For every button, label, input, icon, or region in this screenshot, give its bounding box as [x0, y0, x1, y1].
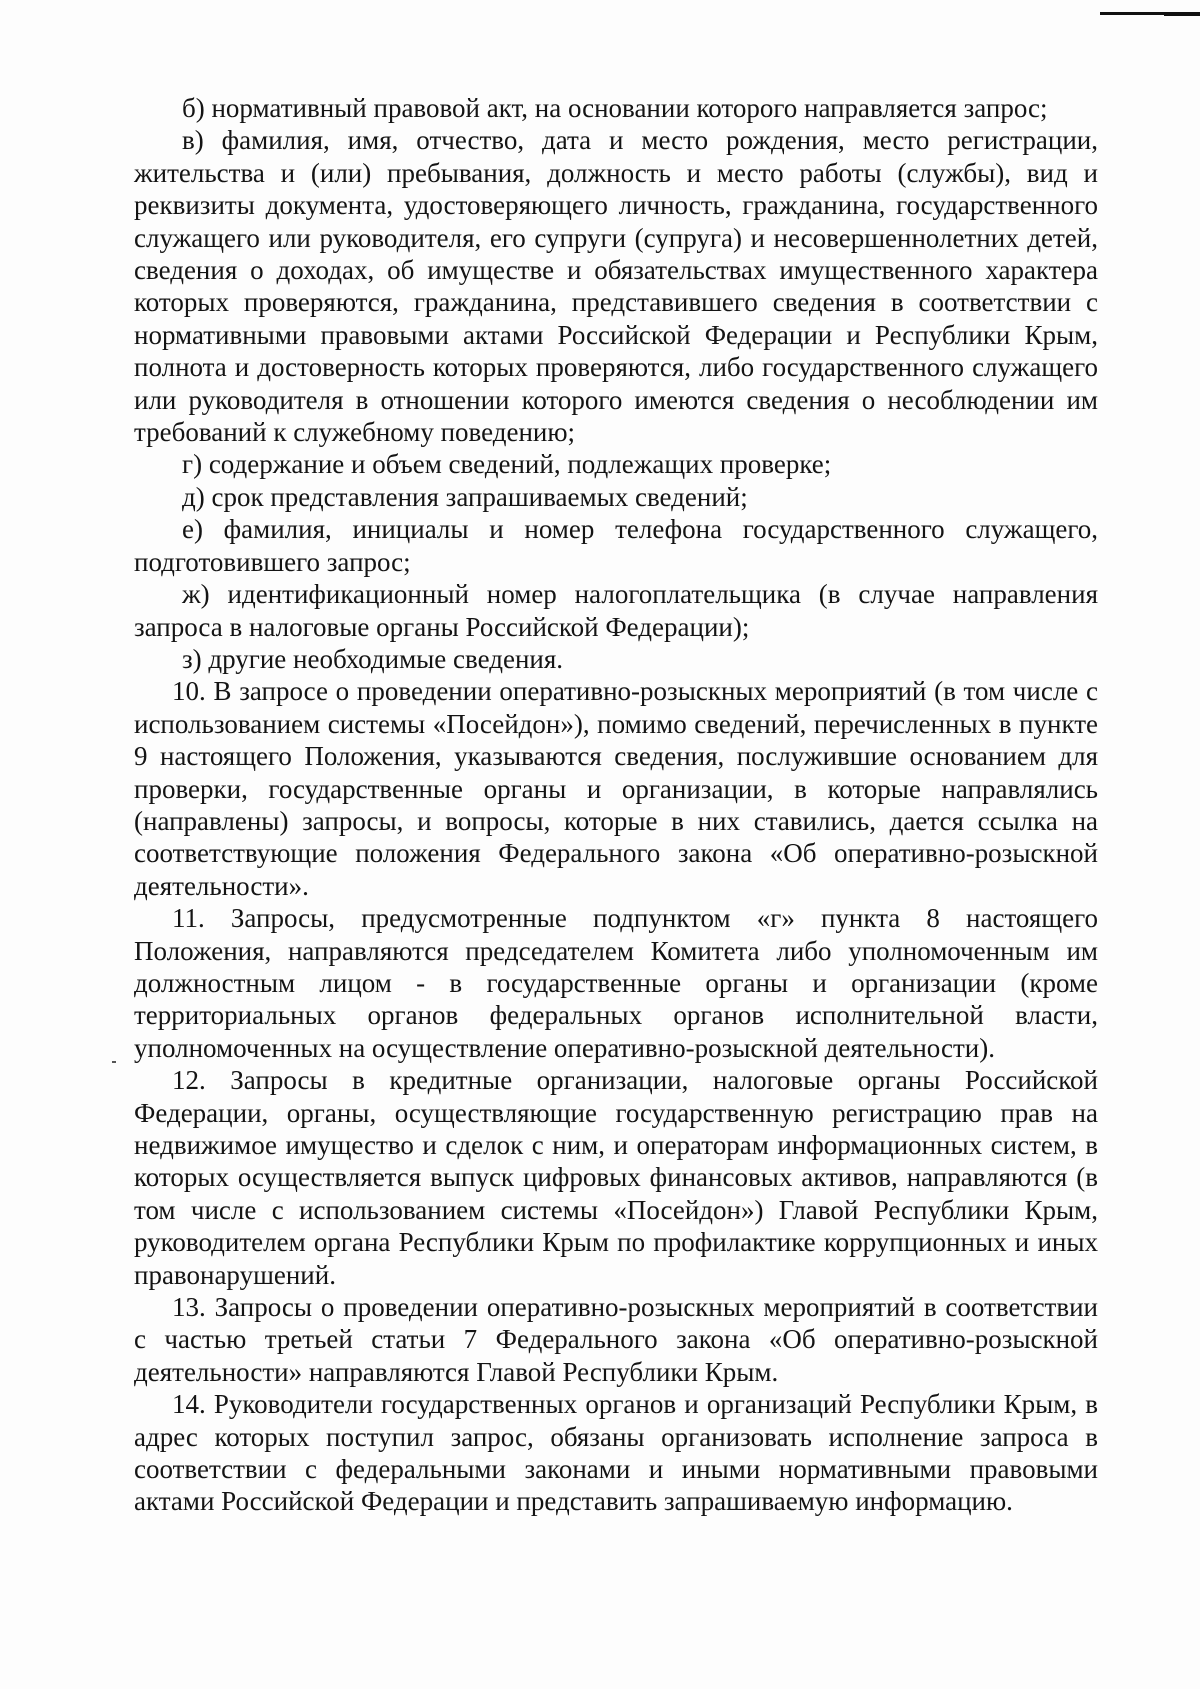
paragraph-g: г) содержание и объем сведений, подлежащих проверке; [182, 449, 832, 480]
paragraph-z: з) другие необходимые сведения. [182, 643, 564, 674]
paragraph-e: е) фамилия, инициалы и номер телефона государственного служащего, подготовившего запрос; [134, 514, 1098, 577]
paragraph-d: д) срок представления запрашиваемых сведений; [182, 481, 748, 512]
paragraph-12: 12. Запросы в кредитные организации, налоговые органы Российской Федерации, органы, осуществляющие государственную регистрацию прав на недвижимое имущество и сделок с ним, и операторам информационных систем, в которых осуществляется выпуск цифровых финансовых активов, направляются (в том числе с использованием системы «Посейдон») Главой Республики Крым, руководителем органа Республики Крым по профилактике коррупционных и иных правонарушений. [134, 1065, 1098, 1290]
paragraph-v: в) фамилия, имя, отчество, дата и место рождения, место регистрации, жительства и (или) пребывания, должность и место работы (службы), вид и реквизиты документа, удостоверяющего личность, гражданина, государственного служащего или руководителя, его супруги (супруга) и несовершеннолетних детей, сведения о доходах, об имуществе и обязательствах имущественного характера которых проверяются, гражданина, представившего сведения в соответствии с нормативными правовыми актами Российской Федерации и Республики Крым, полнота и достоверность которых проверяются, либо государственного служащего или руководителя в отношении которого имеются сведения о несоблюдении им требований к служебному поведению; [134, 125, 1098, 448]
paragraph-b: б) нормативный правовой акт, на основании которого направляется запрос; [182, 93, 1048, 123]
paragraph-14: 14. Руководители государственных органов и организаций Республики Крым, в адрес которых поступил запрос, обязаны организовать исполнение запроса в соответствии с федеральными законами и иными нормативными правовыми актами Российской Федерации и представить запрашиваемую информацию. [134, 1389, 1098, 1517]
paragraph-11: 11. Запросы, предусмотренные подпунктом «г» пункта 8 настоящего Положения, направляются председателем Комитета либо уполномоченным им должностным лицом - в государственные органы и организации (кроме территориальных органов федеральных органов исполнительной власти, уполномоченных на осуществление оперативно-розыскной деятельности). [134, 903, 1098, 1063]
scan-speck [112, 1061, 116, 1063]
paragraph-10: 10. В запросе о проведении оперативно-розыскных мероприятий (в том числе с использованием системы «Посейдон»), помимо сведений, перечисленных в пункте 9 настоящего Положения, указываются сведения, послужившие основанием для проверки, государственные органы и организации, в которые направлялись (направлены) запросы, и вопросы, которые в них ставились, дается ссылка на соответствующие положения Федерального закона «Об оперативно-розыскной деятельности». [134, 676, 1098, 901]
document-body [134, 92, 1098, 1518]
scan-corner-mark [1100, 12, 1200, 15]
paragraph-13: 13. Запросы о проведении оперативно-розыскных мероприятий в соответствии с частью третьей статьи 7 Федерального закона «Об оперативно-розыскной деятельности» направляются Главой Республики Крым. [134, 1292, 1098, 1387]
paragraph-zh: ж) идентификационный номер налогоплательщика (в случае направления запроса в налоговые органы Российской Федерации); [134, 579, 1098, 642]
